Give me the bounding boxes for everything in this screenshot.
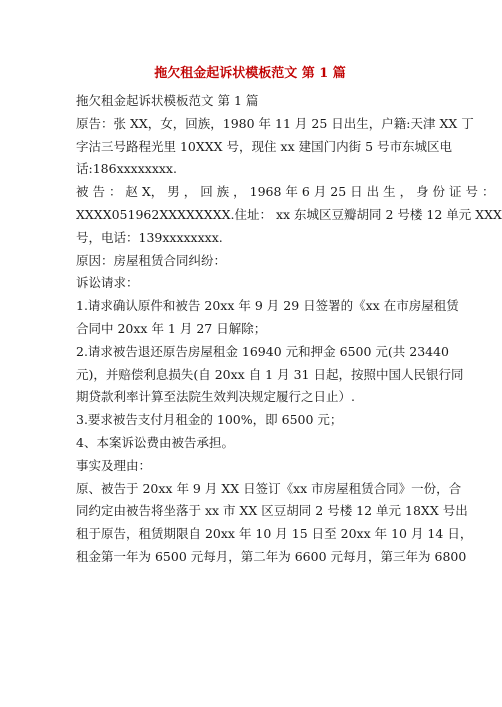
document-body	[76, 90, 502, 569]
body-line: 字沽三号路程光里 10XXX 号，现住 xx 建国门内街 5 号市东城区电	[76, 138, 452, 154]
body-line: 1.请求确认原件和被告 20xx 年 9 月 29 日签署的《xx 在市房屋租赁	[76, 298, 459, 314]
body-line: 原告：张 XX，女，回族，1980 年 11 月 25 日出生，户籍:天津 XX 丁	[76, 115, 474, 131]
body-line: 话:186xxxxxxxx.	[76, 161, 177, 177]
body-line: 2.请求被告退还原告房屋租金 16940 元和押金 6500 元(共 23440	[76, 343, 450, 359]
body-line: XXXX051962XXXXXXXX.住址： xx 东城区豆瓣胡同 2 号楼 12 单元 XXX	[76, 206, 502, 222]
body-line: 诉讼请求：	[76, 275, 139, 291]
body-line: 被 告 ： 赵 X， 男 ， 回 族 ， 1968 年 6 月 25 日 出 生 ， 身 份 证 号 ：	[76, 184, 495, 200]
body-line: 租于原告，租赁期限自 20xx 年 10 月 15 日至 20xx 年 10 月 14 日，	[76, 526, 473, 542]
body-line: 4、本案诉讼费由被告承担。	[76, 434, 234, 450]
body-line: 号，电话：139xxxxxxxx.	[76, 229, 223, 245]
body-line: 元)，并赔偿利息损失(自 20xx 自 1 月 31 日起，按照中国人民银行同	[76, 366, 464, 382]
body-line: 3.要求被告支付月租金的 100%，即 6500 元；	[76, 412, 343, 428]
body-line: 合同中 20xx 年 1 月 27 日解除；	[76, 320, 267, 336]
body-line: 拖欠租金起诉状模板范文 第 1 篇	[76, 93, 259, 108]
body-line: 原因：房屋租赁合同纠纷：	[76, 252, 227, 268]
body-line: 期贷款利率计算至法院生效判决规定履行之日止）.	[76, 389, 355, 405]
body-line: 原、被告于 20xx 年 9 月 XX 日签订《xx 市房屋租赁合同》一份，合	[76, 480, 462, 496]
body-line: 租金第一年为 6500 元每月，第二年为 6600 元每月，第三年为 6800	[76, 548, 467, 564]
body-line: 同约定由被告将坐落于 xx 市 XX 区豆胡同 2 号楼 12 单元 18XX 号出	[76, 503, 468, 519]
body-line: 事实及理由：	[76, 457, 152, 473]
document-title: 拖欠租金起诉状模板范文 第 1 篇	[154, 66, 346, 81]
